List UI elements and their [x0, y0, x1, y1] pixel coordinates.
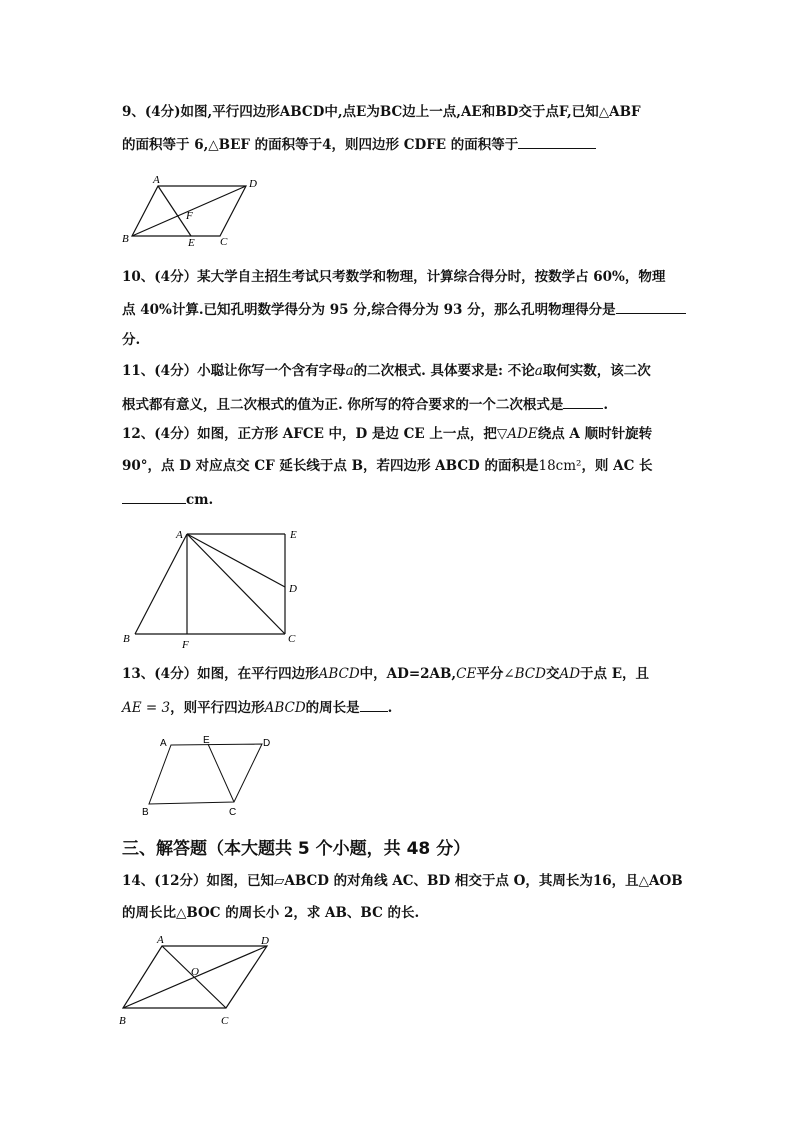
q10-line2-text: 点 40%计算.已知孔明数学得分为 95 分,综合得分为 93 分，那么孔明物理得分是: [122, 302, 616, 318]
q12-text-a: 12、(4分）如图，正方形 AFCE 中，D 是边 CE 上一点，把: [122, 426, 497, 442]
q13-label-d: D: [263, 738, 271, 749]
q11-line2: [122, 394, 608, 414]
q12-label-a: A: [176, 529, 183, 541]
q9-label-e: E: [188, 237, 195, 249]
q10-answer-blank: [616, 299, 686, 314]
q14-line1: 14、(12分）如图，已知▱ABCD 的对角线 AC、BD 相交于点 O，其周长为16，且△AOB: [122, 873, 683, 889]
q12-line1: [122, 425, 652, 443]
q13-ae: AE = 3: [122, 700, 171, 716]
q12-figure: [118, 522, 318, 652]
q13-text-f: ，则平行四边形: [170, 700, 265, 716]
q13-label-e: E: [203, 735, 210, 746]
q13-line2: [122, 697, 392, 717]
q11-line1: [122, 362, 651, 380]
q13-parallelogram: [149, 744, 262, 804]
q12-label-d: D: [289, 583, 297, 595]
q12-label-e: E: [290, 529, 297, 541]
q12-line3: [122, 489, 213, 509]
q11-text-a: 11、(4分）小聪让你写一个含有字母: [122, 363, 346, 379]
q13-answer-blank: [360, 697, 388, 712]
q13-abcd: ABCD: [318, 666, 360, 682]
q11-answer-blank: [563, 394, 603, 409]
q11-var-a2: a: [534, 363, 543, 379]
q9-label-b: B: [122, 233, 129, 245]
q12-label-c: C: [288, 633, 296, 645]
q12-label-f: F: [182, 639, 189, 651]
q11-text-b: 的二次根式. 具体要求是: 不论: [353, 363, 535, 379]
q12-line-ac: [187, 534, 285, 634]
q13-angle: ∠BCD: [503, 666, 546, 682]
q14-label-o: O: [191, 966, 199, 978]
q12-unit: cm.: [186, 492, 214, 508]
q13-text-e: 于点 E，且: [580, 666, 650, 682]
q9-label-a: A: [153, 174, 160, 186]
q12-answer-blank: [122, 489, 186, 504]
q10-line2: [122, 299, 686, 319]
q10-line3: 分.: [122, 332, 141, 348]
q13-abcd2: ABCD: [264, 700, 306, 716]
q11-end: .: [603, 397, 609, 413]
q12-text-b: 绕点 A 顺时针旋转: [537, 426, 653, 442]
q13-line1: [122, 665, 649, 683]
q9-label-d: D: [249, 178, 257, 190]
q13-ce: CE: [456, 666, 477, 682]
q14-label-b: B: [119, 1015, 126, 1027]
q13-label-a: A: [160, 738, 167, 749]
q12-line-ad: [187, 534, 285, 587]
q13-text-d: 交: [545, 666, 560, 682]
q12-triangle: ▽ADE: [496, 426, 538, 442]
q11-text-c: 取何实数，该二次: [542, 363, 651, 379]
q13-figure: [138, 732, 288, 822]
q10-line1: 10、(4分）某大学自主招生考试只考数学和物理，计算综合得分时，按数学占 60%，物理: [122, 269, 666, 285]
q11-line2-text: 根式都有意义，且二次根式的值为正. 你所写的符合要求的一个二次根式是: [122, 397, 564, 413]
q9-label-f: F: [186, 210, 193, 222]
q12-label-b: B: [123, 633, 130, 645]
q13-line-ce: [208, 744, 234, 802]
q9-answer-blank: [518, 134, 596, 149]
q9-label-c: C: [220, 236, 228, 248]
q14-line2: 的周长比△BOC 的周长小 2，求 AB、BC 的长.: [122, 905, 420, 921]
section-title: 三、解答题（本大题共 5 个小题，共 48 分）: [122, 839, 471, 859]
q12-line-ab: [135, 534, 187, 634]
q12-text-d: ，则 AC 长: [581, 458, 653, 474]
q11-var-a: a: [345, 363, 354, 379]
q13-text-a: 13、(4分）如图，在平行四边形: [122, 666, 319, 682]
q12-text-c: 90°，点 D 对应点交 CF 延长线于点 B，若四边形 ABCD 的面积是: [122, 458, 539, 474]
q12-line2: [122, 457, 653, 475]
q13-end: .: [387, 700, 393, 716]
q9-line2-text: 的面积等于 6,△BEF 的面积等于4，则四边形 CDFE 的面积等于: [122, 137, 519, 153]
q14-label-a: A: [157, 934, 164, 946]
q13-text-g: 的周长是: [305, 700, 360, 716]
q13-label-b: B: [142, 807, 149, 818]
q13-text-b: 中，AD=2AB,: [359, 666, 457, 682]
q9-line1: 9、(4分)如图,平行四边形ABCD中,点E为BC边上一点,AE和BD交于点F,已知△ABF: [122, 104, 641, 120]
q14-figure: [115, 930, 285, 1030]
q12-area: 18cm²: [538, 458, 582, 474]
q13-label-c: C: [229, 807, 237, 818]
q14-label-d: D: [261, 935, 269, 947]
q14-label-c: C: [221, 1015, 229, 1027]
q13-ad: AD: [559, 666, 581, 682]
q13-text-c: 平分: [476, 666, 504, 682]
q9-line2: [122, 134, 596, 154]
q9-figure: [116, 170, 266, 250]
